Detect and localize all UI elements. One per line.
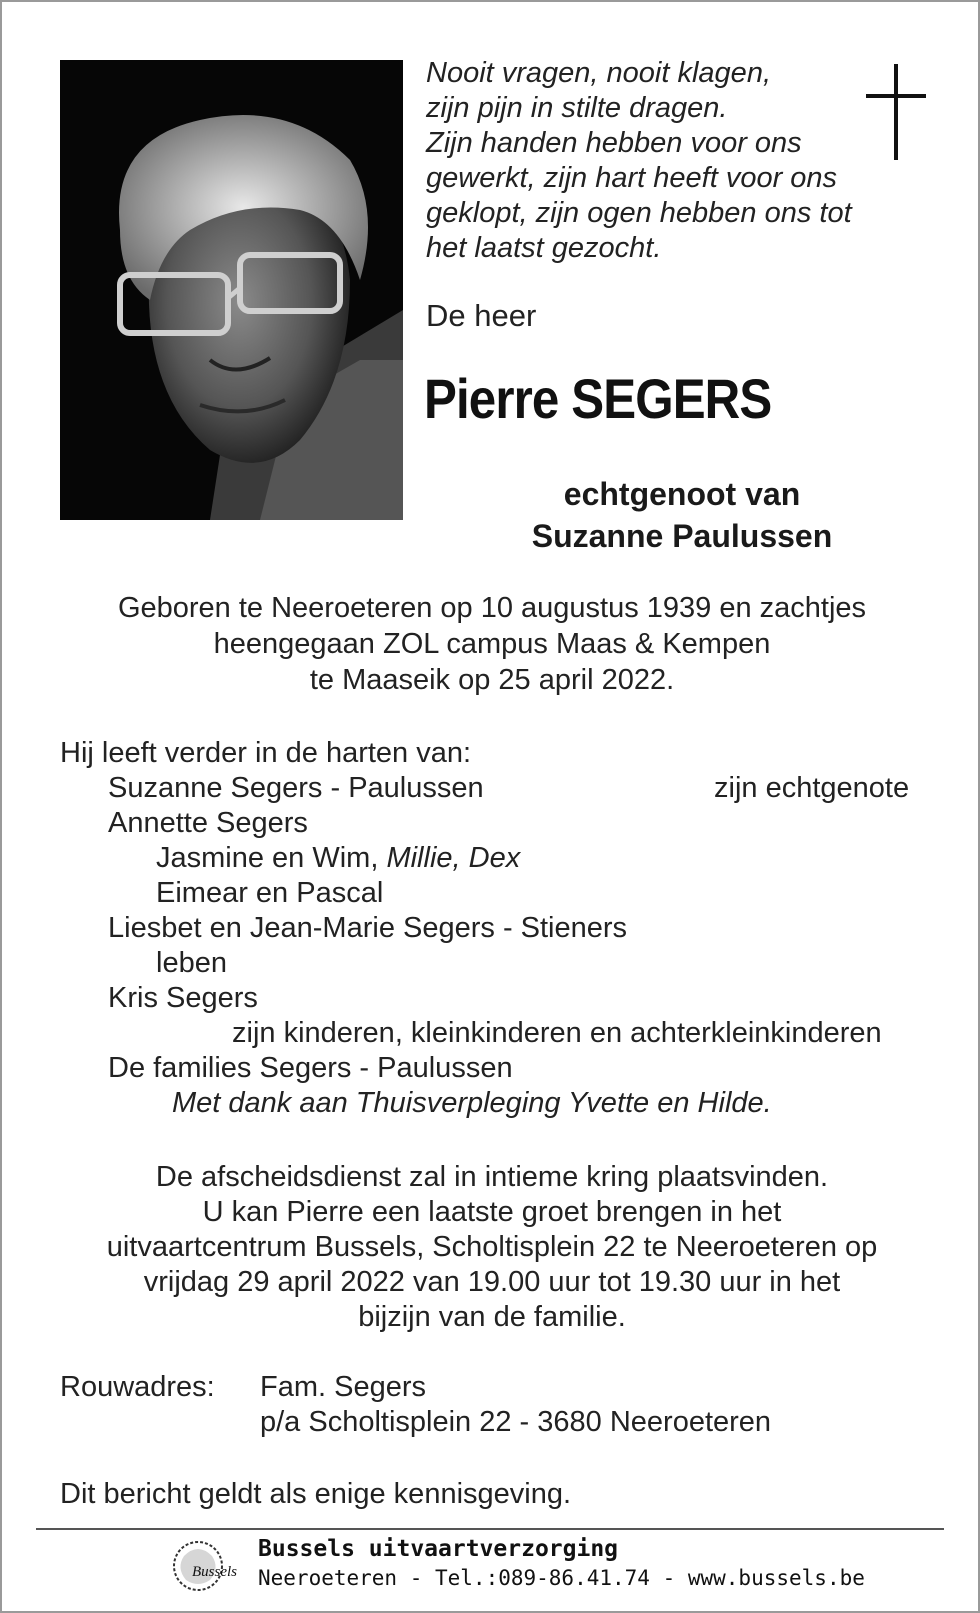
- family-member: [156, 841, 520, 876]
- thanks-line: Met dank aan Thuisverpleging Yvette en Hilde.: [172, 1087, 772, 1119]
- birth-death-line: Geboren te Neeroeteren op 10 augustus 1939 en zachtjes: [117, 592, 867, 624]
- family-member: leben: [156, 947, 227, 979]
- poem-line: geklopt, zijn ogen hebben ons tot: [426, 197, 852, 229]
- poem-line: Zijn handen hebben voor ons: [426, 127, 802, 159]
- divider: [36, 1528, 944, 1530]
- spouse-name: Suzanne Paulussen: [531, 518, 833, 554]
- poem-line: Nooit vragen, nooit klagen,: [426, 57, 771, 89]
- poem-line: het laatst gezocht.: [426, 232, 662, 264]
- spouse-block: [432, 473, 932, 557]
- family-intro: Hij leeft verder in de harten van:: [60, 737, 472, 769]
- family-member: Liesbet en Jean-Marie Segers - Stieners: [108, 912, 628, 944]
- family-member: Annette Segers: [108, 807, 308, 839]
- poem-line: gewerkt, zijn hart heeft voor ons: [426, 162, 838, 194]
- mourning-address-label: Rouwadres:: [60, 1371, 215, 1403]
- poem-line: zijn pijn in stilte dragen.: [426, 92, 728, 124]
- family-member: Kris Segers: [108, 982, 258, 1014]
- mourning-address-line: p/a Scholtisplein 22 - 3680 Neeroeteren: [260, 1406, 772, 1438]
- portrait-image: [60, 60, 403, 520]
- bussels-logo-icon: [162, 1536, 248, 1596]
- ceremony-text: [42, 1160, 942, 1335]
- title-prefix: De heer: [426, 298, 537, 333]
- family-member: Suzanne Segers - Paulussen: [108, 772, 484, 804]
- family-member: Eimear en Pascal: [156, 877, 384, 909]
- company-contact: Neeroeteren - Tel.:089-86.41.74 - www.bussels.be: [258, 1566, 865, 1590]
- ceremony-line: bijzijn van de familie.: [358, 1301, 626, 1333]
- grandchild-names: Jasmine en Wim,: [156, 842, 387, 874]
- poem: [426, 56, 896, 266]
- birth-death-line: heengegaan ZOL campus Maas & Kempen: [213, 628, 771, 660]
- relation-label: echtgenoot van: [563, 476, 801, 512]
- family-role: zijn echtgenote: [714, 772, 910, 804]
- family-role: zijn kinderen, kleinkinderen en achterkleinkinderen: [232, 1017, 882, 1049]
- cross-icon: [866, 64, 926, 160]
- svg-text:Bussels: Bussels: [192, 1564, 237, 1580]
- ceremony-line: U kan Pierre een laatste groet brengen in het: [202, 1196, 782, 1228]
- birth-death-line: te Maaseik op 25 april 2022.: [309, 664, 675, 696]
- mourning-address-line: Fam. Segers: [260, 1371, 426, 1403]
- portrait-photo: [60, 60, 403, 520]
- great-grandchild-names: Millie, Dex: [386, 842, 521, 874]
- ceremony-line: De afscheidsdienst zal in intieme kring plaatsvinden.: [155, 1161, 829, 1193]
- deceased-name: Pierre SEGERS: [424, 367, 772, 430]
- birth-death-text: [42, 590, 942, 698]
- notice-text: Dit bericht geldt als enige kennisgeving.: [60, 1478, 572, 1510]
- ceremony-line: vrijdag 29 april 2022 van 19.00 uur tot 19.30 uur in het: [143, 1266, 841, 1298]
- ceremony-line: uitvaartcentrum Bussels, Scholtisplein 22 te Neeroeteren op: [106, 1231, 878, 1263]
- family-member: De families Segers - Paulussen: [108, 1052, 513, 1084]
- company-name: Bussels uitvaartverzorging: [258, 1536, 619, 1562]
